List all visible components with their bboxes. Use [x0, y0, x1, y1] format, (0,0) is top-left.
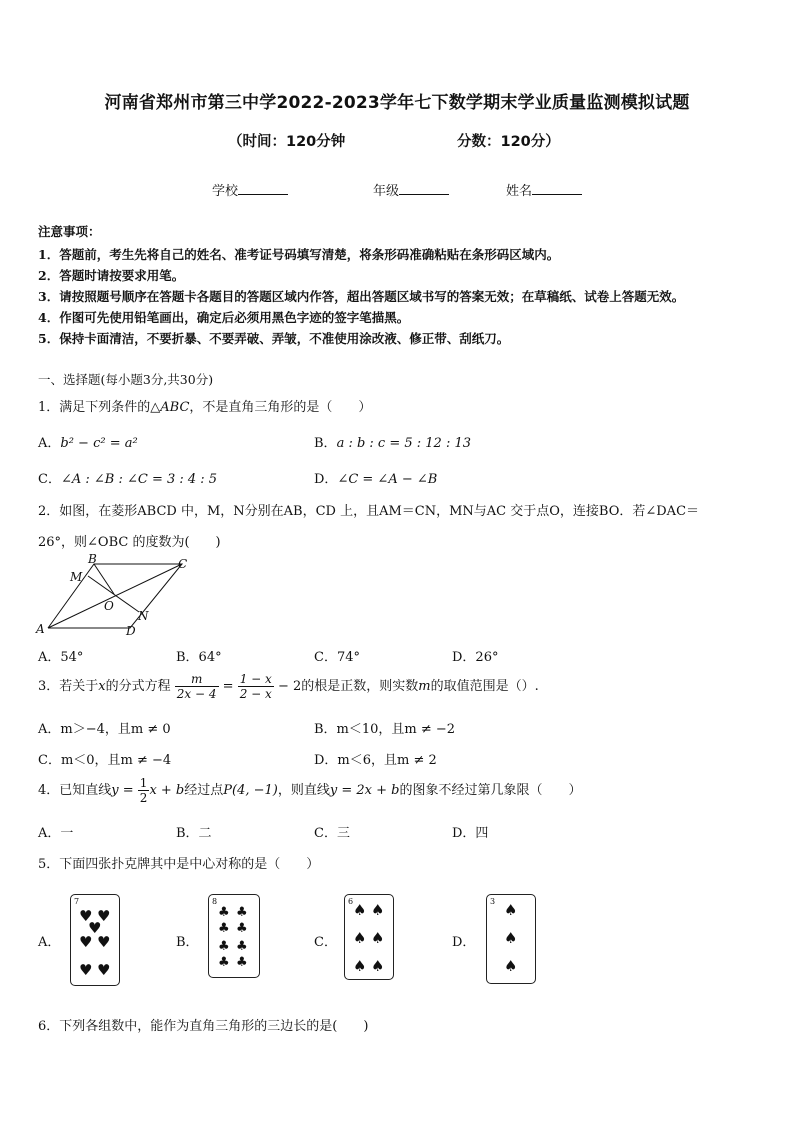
- q4-option-a[interactable]: A．一: [38, 826, 74, 841]
- question-2-line1: 2．如图，在菱形ABCD 中，M，N分别在AB，CD 上，且AM＝CN，MN与AC 交于点O，连接BO．若∠DAC＝: [38, 504, 700, 519]
- playing-card-3-spades[interactable]: [486, 894, 536, 984]
- q4-text-d: 的图象不经过第几象限（ ）: [399, 783, 582, 798]
- q4-text-c: ，则直线: [277, 783, 330, 798]
- q4-line2: y = 2x + b: [329, 783, 400, 798]
- club-icon: ♣: [236, 921, 248, 936]
- grade-field: [373, 180, 449, 199]
- spade-icon: ♠: [504, 929, 518, 947]
- q1-option-a-expr: b² − c² = a²: [60, 436, 138, 451]
- question-1-stem: [38, 396, 371, 415]
- q1-option-d-label: D．: [314, 472, 338, 487]
- heart-icon: ♥: [79, 961, 93, 979]
- club-icon: ♣: [236, 939, 248, 954]
- q2-option-a[interactable]: A．54°: [38, 650, 84, 665]
- question-4-stem: [38, 776, 581, 805]
- club-icon: ♣: [236, 955, 248, 970]
- card-rank: 3: [490, 897, 496, 906]
- name-blank: [532, 182, 582, 195]
- q5-option-d[interactable]: D．: [452, 935, 476, 950]
- q3-text-d: 的取值范围是（）.: [430, 679, 539, 694]
- q3-f2-den: 2 − x: [239, 687, 272, 701]
- heart-icon: ♥: [79, 933, 93, 951]
- club-icon: ♣: [218, 955, 230, 970]
- school-label: 学校: [212, 184, 239, 199]
- label-b: B: [88, 554, 97, 566]
- grade-blank: [399, 182, 449, 195]
- page-title: 河南省郑州市第三中学2022-2023学年七下数学期末学业质量监测模拟试题: [104, 93, 690, 113]
- heart-icon: ♥: [97, 907, 111, 925]
- playing-card-8-clubs[interactable]: [208, 894, 260, 978]
- q3-minus-two: − 2: [277, 679, 302, 694]
- q4-option-c[interactable]: C．三: [314, 826, 350, 841]
- q4-text-a: 4．已知直线: [38, 783, 112, 798]
- note-item: 5．保持卡面清洁，不要折暴、不要弄破、弄皱，不准使用涂改液、修正带、刮纸刀。: [38, 331, 510, 346]
- q3-option-c[interactable]: C．m＜0，且m ≠ −4: [38, 753, 172, 768]
- q3-var-m: m: [418, 679, 431, 694]
- q1-option-c[interactable]: [38, 468, 217, 487]
- q3-text-a: 3．若关于: [38, 679, 99, 694]
- q4-option-b[interactable]: B．二: [176, 826, 212, 841]
- q1-option-b[interactable]: [314, 432, 471, 451]
- rhombus-figure: [34, 554, 194, 638]
- q3-text-c: 的根是正数，则实数: [301, 679, 419, 694]
- q3-f2-num: 1 − x: [239, 672, 272, 686]
- school-field: [212, 180, 288, 199]
- diagonal-ac: [48, 564, 182, 628]
- q1-option-b-label: B．: [314, 436, 337, 451]
- q3-f1-num: m: [175, 672, 219, 687]
- heart-icon: ♥: [79, 907, 93, 925]
- q2-option-b[interactable]: B．64°: [176, 650, 222, 665]
- q4-f-num: 1: [139, 776, 148, 790]
- q3-fraction-2: [238, 672, 274, 701]
- label-m: M: [70, 570, 83, 584]
- segment-bo: [94, 564, 114, 594]
- section-heading: 一、选择题(每小题3分,共30分): [38, 372, 214, 387]
- school-blank: [238, 182, 288, 195]
- q3-var-x: x: [98, 679, 106, 694]
- q1-option-d-expr: ∠C = ∠A − ∠B: [337, 472, 438, 487]
- q4-point: P(4, −1): [223, 783, 278, 798]
- q4-fraction: [138, 776, 150, 805]
- q4-y-eq: y =: [111, 783, 134, 798]
- note-item: 4．作图可先使用铅笔画出，确定后必须用黑色字迹的签字笔描黑。: [38, 310, 410, 325]
- spade-icon: ♠: [353, 929, 367, 947]
- note-item: 1．答题前，考生先将自己的姓名、准考证号码填写清楚，将条形码准确粘贴在条形码区域内。: [38, 247, 560, 262]
- grade-label: 年级: [373, 184, 400, 199]
- q1-option-a[interactable]: [38, 432, 138, 451]
- heart-icon: ♥: [88, 919, 102, 937]
- question-3-stem: [38, 672, 539, 701]
- card-rank: 6: [348, 897, 354, 906]
- q3-text-b: 的分式方程: [105, 679, 171, 694]
- note-item: 2．答题时请按要求用笔。: [38, 268, 185, 283]
- q3-equals: =: [222, 679, 234, 694]
- q1-triangle: △ABC: [150, 400, 190, 415]
- question-6-stem: 6．下列各组数中，能作为直角三角形的三边长的是( ): [38, 1019, 369, 1034]
- q4-option-d[interactable]: D．四: [452, 826, 489, 841]
- q4-expr: x + b: [149, 783, 185, 798]
- q5-option-a[interactable]: A．: [38, 935, 61, 950]
- q1-text-a: 1．满足下列条件的: [38, 400, 151, 415]
- q4-f-den: 2: [139, 791, 148, 805]
- card-rank: 7: [74, 897, 80, 906]
- question-5-stem: 5．下面四张扑克牌其中是中心对称的是（ ）: [38, 857, 320, 872]
- q1-option-b-expr: a : b : c = 5 : 12 : 13: [336, 436, 472, 451]
- q5-option-c[interactable]: C．: [314, 935, 337, 950]
- q2-option-d[interactable]: D．26°: [452, 650, 499, 665]
- score-label: 分数：120分）: [457, 134, 560, 150]
- label-a: A: [36, 622, 45, 636]
- time-label: （时间：120分钟: [228, 134, 346, 150]
- q3-option-b[interactable]: B．m＜10，且m ≠ −2: [314, 722, 456, 737]
- club-icon: ♣: [236, 905, 248, 920]
- q4-text-b: 经过点: [184, 783, 224, 798]
- q5-option-b[interactable]: B．: [176, 935, 199, 950]
- name-field: [506, 180, 582, 199]
- club-icon: ♣: [218, 921, 230, 936]
- spade-icon: ♠: [504, 957, 518, 975]
- club-icon: ♣: [218, 939, 230, 954]
- label-d: D: [126, 624, 136, 638]
- q3-f1-den: 2x − 4: [176, 687, 217, 701]
- playing-card-6-spades[interactable]: [344, 894, 394, 980]
- playing-card-7-hearts[interactable]: [70, 894, 120, 986]
- heart-icon: ♥: [97, 961, 111, 979]
- q1-option-c-label: C．: [38, 472, 61, 487]
- spade-icon: ♠: [371, 957, 385, 975]
- label-o: O: [104, 599, 114, 613]
- club-icon: ♣: [218, 905, 230, 920]
- q1-option-c-expr: ∠A : ∠B : ∠C = 3 : 4 : 5: [60, 472, 218, 487]
- heart-icon: ♥: [97, 933, 111, 951]
- label-c: C: [178, 557, 188, 571]
- spade-icon: ♠: [371, 929, 385, 947]
- question-2-line2: 26°，则∠OBC 的度数为( ): [38, 535, 221, 550]
- card-rank: 8: [212, 897, 218, 906]
- q1-text-b: ，不是直角三角形的是（ ）: [189, 400, 372, 415]
- spade-icon: ♠: [371, 901, 385, 919]
- spade-icon: ♠: [353, 901, 367, 919]
- q1-option-a-label: A．: [38, 436, 61, 451]
- spade-icon: ♠: [504, 901, 518, 919]
- spade-icon: ♠: [353, 957, 367, 975]
- q2-option-c[interactable]: C．74°: [314, 650, 360, 665]
- q3-option-a[interactable]: A．m＞−4，且m ≠ 0: [38, 722, 171, 737]
- name-label: 姓名: [506, 184, 533, 199]
- notes-heading: 注意事项：: [38, 224, 101, 239]
- note-item: 3．请按照题号顺序在答题卡各题目的答题区域内作答，超出答题区域书写的答案无效；在草稿纸、试卷上答题无效。: [38, 289, 685, 304]
- label-n: N: [138, 609, 149, 623]
- q3-option-d[interactable]: D．m＜6，且m ≠ 2: [314, 753, 437, 768]
- q3-fraction-1: [175, 672, 219, 701]
- q1-option-d[interactable]: [314, 468, 437, 487]
